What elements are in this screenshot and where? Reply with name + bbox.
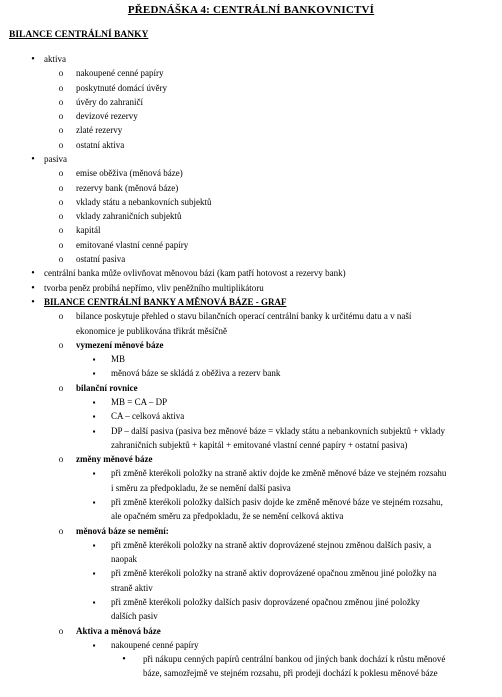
outline-text: BILANCE CENTRÁLNÍ BANKY A MĚNOVÁ BÁZE - GRAF	[44, 296, 287, 307]
bullet-marker	[56, 310, 66, 323]
bullet-marker	[56, 196, 66, 209]
outline-text: ekonomice je publikována třikrát měsíčně	[76, 325, 227, 336]
outline-text: CA – celková aktiva	[111, 411, 185, 422]
bullet-marker	[28, 153, 38, 166]
bullet-marker	[56, 124, 66, 137]
bullet-marker	[119, 653, 129, 666]
outline-text: při změně kterékoli položky na straně aktiv dojde ke změně měnové báze ve stejném rozsahu	[111, 468, 447, 479]
bullet-marker	[56, 82, 66, 95]
outline-text: kapitál	[76, 225, 101, 236]
bullet-marker	[56, 167, 66, 180]
bullet-marker	[56, 625, 66, 638]
outline-text: centrální banka může ovlivňovat měnovou bázi (kam patří hotovost a rezervy bank)	[44, 268, 346, 279]
section-heading: BILANCE CENTRÁLNÍ BANKY	[9, 30, 149, 40]
outline-text: nakoupené cenné papíry	[76, 68, 164, 79]
outline-text: pasiva	[44, 154, 67, 165]
bullet-marker	[89, 567, 99, 580]
bullet-marker	[56, 525, 66, 538]
outline-text: změny měnové báze	[76, 454, 153, 465]
outline-text: při nákupu cenných papírů centrální bankou od jiných bank dochází k růstu měnové	[143, 654, 446, 665]
outline-text: poskytnuté domácí úvěry	[76, 82, 167, 93]
bullet-marker	[56, 210, 66, 223]
outline-text: měnová báze se skládá z oběživa a rezerv bank	[111, 368, 281, 379]
outline-text: Aktiva a měnová báze	[76, 625, 161, 636]
outline-text: nakoupené cenné papíry	[111, 639, 199, 650]
outline-text: zahraničních subjektů + kapitál + emitované vlastní cenné papíry + ostatní pasiva)	[111, 439, 408, 450]
bullet-marker	[89, 425, 99, 438]
bullet-marker	[56, 224, 66, 237]
bullet-marker	[89, 353, 99, 366]
bullet-marker	[89, 539, 99, 552]
bullet-marker	[89, 467, 99, 480]
bullet-marker	[56, 239, 66, 252]
outline-text: bilanční rovnice	[76, 382, 138, 393]
outline-text: měnová báze se nemění:	[76, 525, 169, 536]
page-title: PŘEDNÁŠKA 4: CENTRÁLNÍ BANKOVNICTVÍ	[127, 4, 375, 16]
outline-text: při změně kterékoli položky dalších pasiv dojde ke změně měnové báze ve stejném rozsahu,	[111, 496, 443, 507]
bullet-marker	[56, 253, 66, 266]
outline-text: MB = CA – DP	[111, 396, 168, 407]
outline-text: bilance poskytuje přehled o stavu bilančních operací centrální banky k určitému datu a v naší	[76, 311, 412, 322]
bullet-marker	[56, 382, 66, 395]
outline-text: ale opačném směru za předpokladu, že se nemění celková aktiva	[111, 511, 344, 522]
outline-text: emise oběživa (měnová báze)	[76, 168, 183, 179]
outline-text: naopak	[111, 554, 137, 565]
bullet-marker	[56, 182, 66, 195]
bullet-marker	[56, 96, 66, 109]
bullet-marker	[89, 596, 99, 609]
outline-text: při změně kterékoli položky dalších pasiv doprovázené opačnou změnou jiné položky	[111, 597, 420, 608]
bullet-marker	[56, 339, 66, 352]
outline-text: MB	[111, 354, 126, 365]
bullet-marker	[28, 267, 38, 280]
bullet-marker	[89, 396, 99, 409]
outline-text: tvorba peněz probíhá nepřímo, vliv peněžního multiplikátoru	[44, 282, 264, 293]
outline-text: dalších pasiv	[111, 611, 158, 622]
outline-text: při změně kterékoli položky na straně aktiv doprovázené stejnou změnou dalších pasiv, a	[111, 539, 432, 550]
bullet-marker	[28, 53, 38, 66]
outline-text: DP – další pasiva (pasiva bez měnové báze = vklady státu a nebankovních subjektů + vklady	[111, 425, 445, 436]
outline-text: zlaté rezervy	[76, 125, 123, 136]
bullet-marker	[28, 282, 38, 295]
outline-text: vymezení měnové báze	[76, 339, 164, 350]
outline-text: ostatní aktiva	[76, 139, 125, 150]
bullet-marker	[89, 639, 99, 652]
bullet-marker	[89, 367, 99, 380]
bullet-marker	[56, 139, 66, 152]
bullet-marker	[56, 110, 66, 123]
outline-text: báze, samozřejmě ve stejném rozsahu, při prodeji dochází k poklesu měnové báze	[143, 668, 438, 679]
outline-text: při změně kterékoli položky na straně aktiv doprovázené opačnou změnou jiné položky na	[111, 568, 437, 579]
outline-text: emitované vlastní cenné papíry	[76, 239, 189, 250]
outline-text: vklady státu a nebankovních subjektů	[76, 196, 212, 207]
outline-text: i směru za předpokladu, že se nemění další pasiva	[111, 482, 291, 493]
bullet-marker	[56, 453, 66, 466]
outline-text: devizové rezervy	[76, 111, 138, 122]
outline-text: aktiva	[44, 54, 66, 64]
bullet-marker	[28, 296, 38, 309]
outline-text: straně aktiv	[111, 582, 153, 593]
bullet-marker	[56, 67, 66, 80]
outline-text: vklady zahraničních subjektů	[76, 211, 182, 222]
outline-text: úvěry do zahraničí	[76, 96, 143, 107]
bullet-marker	[89, 410, 99, 423]
outline-text: ostatní pasiva	[76, 254, 126, 265]
outline-text: rezervy bank (měnová báze)	[76, 182, 179, 193]
bullet-marker	[89, 496, 99, 509]
